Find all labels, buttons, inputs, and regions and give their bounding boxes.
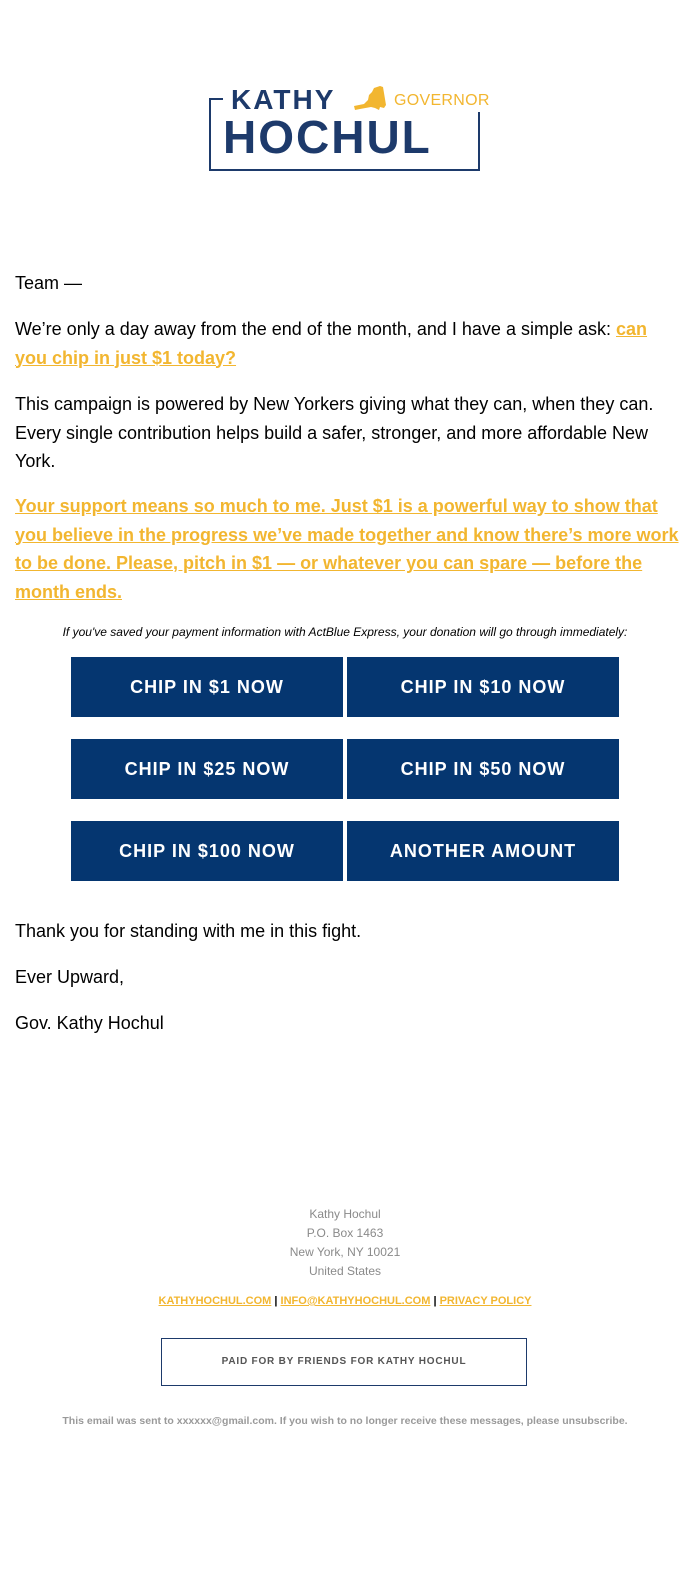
logo-title: GOVERNOR <box>392 90 492 112</box>
signature: Gov. Kathy Hochul <box>15 1013 164 1033</box>
website-link[interactable]: KATHYHOCHUL.COM <box>158 1295 272 1307</box>
paragraph-support <box>15 492 680 606</box>
email-link[interactable]: INFO@KATHYHOCHUL.COM <box>280 1295 431 1307</box>
another-amount-button[interactable]: ANOTHER AMOUNT <box>347 821 619 881</box>
new-york-state-icon <box>350 84 388 112</box>
paragraph-ask <box>15 315 680 372</box>
signoff-line: Ever Upward, <box>15 967 125 987</box>
paragraph-ask-text: We’re only a day away from the end of the month, and I have a simple ask: <box>15 319 616 339</box>
greeting: Team — <box>15 273 83 293</box>
support-link[interactable]: Your support means so much to me. Just $1 is a powerful way to show that you believe in the progress we’ve made together and know there’s more work to be done. Please, pitch in $1 — or whatever you can spare — before the month ends. <box>15 496 679 602</box>
paragraph-campaign: This campaign is powered by New Yorkers giving what they can, when they can. Every single contribution helps build a safer, stronger, and more affordable New York. <box>15 394 654 471</box>
unsubscribe-notice: This email was sent to xxxxxx@gmail.com. If you wish to no longer receive these messages, please unsubscribe. <box>62 1415 628 1427</box>
address-city: New York, NY 10021 <box>289 1245 401 1259</box>
thanks-line: Thank you for standing with me in this fight. <box>15 921 362 941</box>
chip-in-25-button[interactable]: CHIP IN $25 NOW <box>71 739 343 799</box>
campaign-logo <box>209 84 490 172</box>
chip-in-1-button[interactable]: CHIP IN $1 NOW <box>71 657 343 717</box>
chip-in-50-button[interactable]: CHIP IN $50 NOW <box>347 739 619 799</box>
chip-in-100-button[interactable]: CHIP IN $100 NOW <box>71 821 343 881</box>
logo-last-name: HOCHUL <box>223 111 432 163</box>
address-country: United States <box>308 1264 382 1278</box>
link-separator: | <box>433 1295 437 1307</box>
actblue-express-note: If you've saved your payment information with ActBlue Express, your donation will go through immediately: <box>62 625 628 639</box>
footer-links <box>0 1295 690 1307</box>
chip-in-link[interactable]: can you chip in just $1 today? <box>15 319 648 368</box>
link-separator: | <box>274 1295 278 1307</box>
logo-frame-top-left <box>209 98 223 100</box>
address-name: Kathy Hochul <box>309 1207 381 1221</box>
address-box: P.O. Box 1463 <box>306 1226 384 1240</box>
mailing-address <box>0 1205 690 1281</box>
privacy-policy-link[interactable]: PRIVACY POLICY <box>439 1295 532 1307</box>
paid-for-disclaimer: PAID FOR BY FRIENDS FOR KATHY HOCHUL <box>161 1338 527 1386</box>
chip-in-10-button[interactable]: CHIP IN $10 NOW <box>347 657 619 717</box>
logo-first-name: KATHY <box>227 84 339 116</box>
